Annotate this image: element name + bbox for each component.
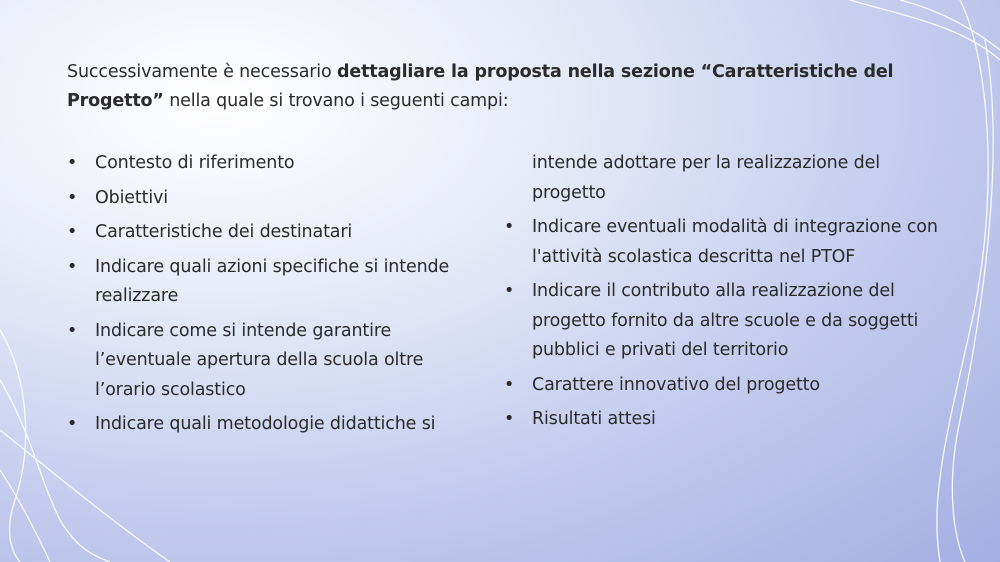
list-item <box>67 317 487 406</box>
intro-paragraph <box>67 58 897 116</box>
bullet-icon: • <box>67 414 78 434</box>
bullet-icon: • <box>504 409 515 429</box>
list-item <box>67 149 487 179</box>
list-item-continuation <box>504 149 944 208</box>
bullet-icon: • <box>67 320 78 341</box>
intro-suffix: nella quale si trovano i seguenti campi: <box>163 91 509 111</box>
list-item <box>504 213 944 272</box>
list-item <box>67 410 487 440</box>
bullet-icon: • <box>504 217 515 237</box>
list-item <box>504 371 944 401</box>
list-item-text: Caratteristiche dei destinatari <box>95 222 353 242</box>
list-item-text: Contesto di riferimento <box>95 153 295 173</box>
right-bullet-list <box>504 149 944 440</box>
list-item <box>67 218 487 248</box>
bullet-icon: • <box>504 374 515 395</box>
bullet-icon: • <box>67 153 78 173</box>
bullet-icon: • <box>67 222 78 242</box>
bullet-icon: • <box>67 256 78 277</box>
list-item-text: intende adottare per la realizzazione del progetto <box>532 153 880 203</box>
intro-bold: dettagliare la proposta nella sezione “Caratteristiche del Progetto” <box>67 62 894 111</box>
list-item <box>504 277 944 366</box>
intro-prefix: Successivamente è necessario <box>67 62 337 82</box>
list-item-text: Indicare eventuali modalità di integrazione con l'attività scolastica descritta nel PTOF <box>532 217 938 267</box>
bullet-icon: • <box>67 187 78 208</box>
bullet-icon: • <box>504 281 515 301</box>
list-item-text: Indicare quali metodologie didattiche si <box>95 414 436 434</box>
list-item <box>67 253 487 312</box>
list-item-text: Obiettivi <box>95 187 168 208</box>
list-item <box>67 184 487 214</box>
left-bullet-list <box>67 149 487 445</box>
list-item-text: Indicare quali azioni specifiche si intende realizzare <box>95 256 450 306</box>
list-item-text: Risultati attesi <box>532 409 656 429</box>
list-item-text: Carattere innovativo del progetto <box>532 374 820 395</box>
list-item-text: Indicare il contributo alla realizzazione del progetto fornito da altre scuole e da soggetti pubblici e privati del territorio <box>532 281 919 360</box>
list-item-text: Indicare come si intende garantire l’eventuale apertura della scuola oltre l’orario scolastico <box>95 320 424 400</box>
list-item <box>504 405 944 435</box>
